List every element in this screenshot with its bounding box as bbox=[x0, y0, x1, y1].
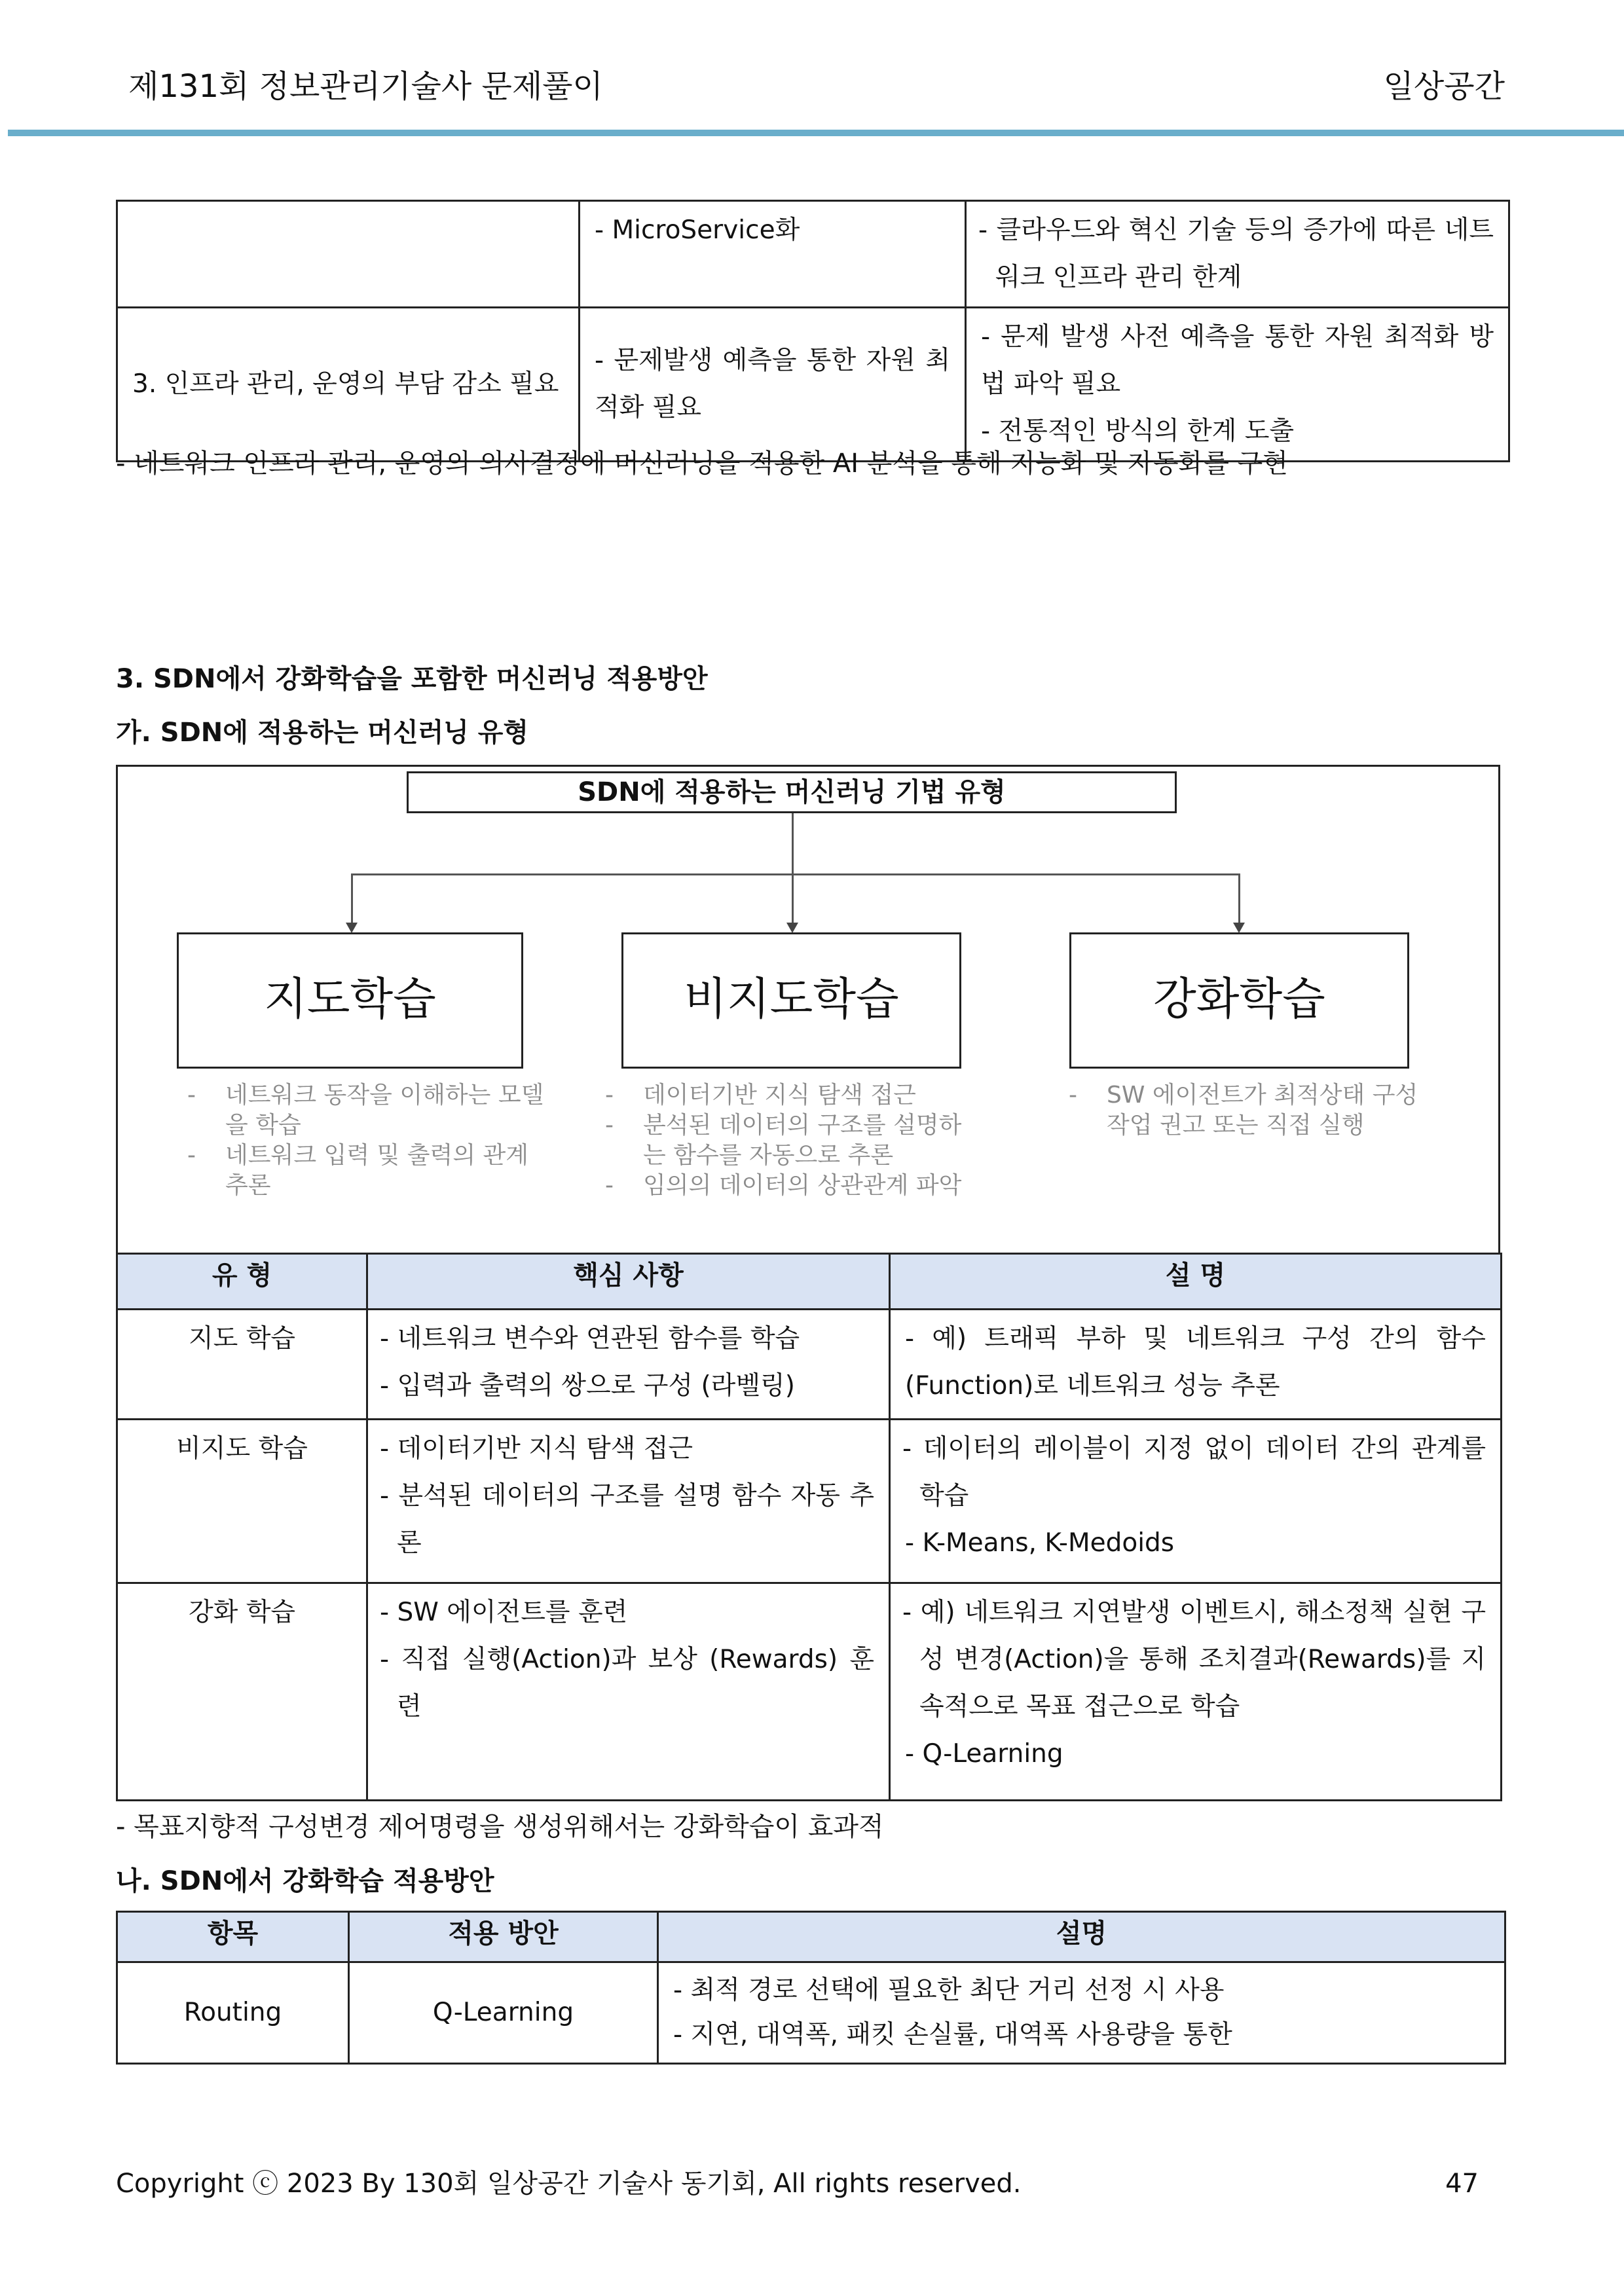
table-row bbox=[117, 1962, 1505, 2064]
column-header: 유 형 bbox=[117, 1254, 367, 1310]
table-header-row bbox=[117, 1912, 1505, 1962]
table-row bbox=[117, 1420, 1502, 1583]
reinforcement-learning-box: 강화학습 bbox=[1069, 932, 1409, 1069]
page-number: 47 bbox=[1445, 2169, 1479, 2199]
page-header-brand: 일상공간 bbox=[1383, 68, 1505, 105]
table-cell: - 클라우드와 혁신 기술 등의 증가에 따른 네트워크 인프라 관리 한계 bbox=[966, 201, 1509, 308]
reinforcement-bullets bbox=[1069, 1080, 1435, 1141]
connector-line bbox=[1238, 873, 1240, 927]
table-cell: Routing bbox=[117, 1962, 349, 2064]
table-cell: - SW 에이전트를 훈련 - 직접 실행(Action)과 보상 (Rewards) 훈련 bbox=[367, 1583, 890, 1801]
subsection-heading-b: 나. SDN에서 강화학습 적용방안 bbox=[116, 1866, 494, 1896]
list-item: - 임의의 데이터의 상관관계 파악 bbox=[605, 1172, 962, 1199]
table-cell: - 데이터의 레이블이 지정 없이 데이터 간의 관계를 학습 - K-Means, K-Medoids bbox=[890, 1420, 1502, 1583]
table-row bbox=[117, 1310, 1502, 1420]
page-header-title: 제131회 정보관리기술사 문제풀이 bbox=[128, 68, 603, 105]
table-cell: 지도 학습 bbox=[117, 1310, 367, 1420]
table-cell: - MicroService화 bbox=[580, 201, 966, 308]
top-table bbox=[116, 200, 1510, 462]
connector-line bbox=[351, 873, 353, 927]
table-cell: - 예) 트래픽 부하 및 네트워크 구성 간의 함수(Function)로 네트워크 성능 추론 bbox=[890, 1310, 1502, 1420]
table-row bbox=[117, 308, 1509, 462]
list-item: - 데이터기반 지식 탐색 접근 bbox=[605, 1082, 916, 1109]
table-cell: 비지도 학습 bbox=[117, 1420, 367, 1583]
table-cell: 강화 학습 bbox=[117, 1583, 367, 1801]
connector-line bbox=[792, 873, 794, 927]
column-header: 핵심 사항 bbox=[367, 1254, 890, 1310]
column-header: 설명 bbox=[658, 1912, 1505, 1962]
table-cell: - 문제 발생 사전 예측을 통한 자원 최적화 방법 파악 필요 - 전통적인 방식의 한계 도출 bbox=[966, 308, 1509, 462]
header-divider bbox=[8, 130, 1624, 136]
unsupervised-bullets bbox=[605, 1080, 972, 1201]
table-cell: - 문제발생 예측을 통한 자원 최적화 필요 bbox=[580, 308, 966, 462]
list-item: - 네트워크 입력 및 출력의 관계 추론 bbox=[187, 1142, 529, 1199]
top-table-note: - 네트워크 인프라 관리, 운영의 의사결정에 머신러닝을 적용한 AI 분석을 통해 지능화 및 자동화를 구현 bbox=[116, 449, 1288, 479]
arrow-down-icon bbox=[346, 923, 358, 933]
unsupervised-learning-box: 비지도학습 bbox=[621, 932, 961, 1069]
list-item: - SW 에이전트가 최적상태 구성 작업 권고 또는 직접 실행 bbox=[1069, 1082, 1418, 1139]
arrow-down-icon bbox=[786, 923, 798, 933]
list-item: - 분석된 데이터의 구조를 설명하는 함수를 자동으로 추론 bbox=[605, 1112, 962, 1169]
footer-copyright: Copyright ⓒ 2023 By 130회 일상공간 기술사 동기회, All rights reserved. bbox=[116, 2169, 1022, 2199]
supervised-learning-box: 지도학습 bbox=[177, 932, 523, 1069]
connector-line bbox=[792, 813, 794, 873]
column-header: 항목 bbox=[117, 1912, 349, 1962]
table-header-row bbox=[117, 1254, 1502, 1310]
table-cell: - 데이터기반 지식 탐색 접근 - 분석된 데이터의 구조를 설명 함수 자동 추론 bbox=[367, 1420, 890, 1583]
rl-apply-table bbox=[116, 1911, 1506, 2065]
ml-type-table bbox=[116, 1253, 1502, 1801]
table-cell: - 네트워크 변수와 연관된 함수를 학습 - 입력과 출력의 쌍으로 구성 (라벨링) bbox=[367, 1310, 890, 1420]
table-row bbox=[117, 201, 1509, 308]
section-heading: 3. SDN에서 강화학습을 포함한 머신러닝 적용방안 bbox=[116, 664, 708, 694]
table-row bbox=[117, 1583, 1502, 1801]
supervised-bullets bbox=[187, 1080, 554, 1201]
diagram-title: SDN에 적용하는 머신러닝 기법 유형 bbox=[407, 771, 1177, 813]
table-cell: 3. 인프라 관리, 운영의 부담 감소 필요 bbox=[117, 308, 580, 462]
table-cell: - 예) 네트워크 지연발생 이벤트시, 해소정책 실현 구성 변경(Action)을 통해 조치결과(Rewards)를 지속적으로 목표 접근으로 학습 - Q-Learning bbox=[890, 1583, 1502, 1801]
table-cell bbox=[117, 201, 580, 308]
list-item: - 네트워크 동작을 이해하는 모델을 학습 bbox=[187, 1082, 544, 1139]
arrow-down-icon bbox=[1233, 923, 1245, 933]
subsection-heading-a: 가. SDN에 적용하는 머신러닝 유형 bbox=[116, 718, 529, 748]
table-cell: Q-Learning bbox=[349, 1962, 658, 2064]
ml-table-note: - 목표지향적 구성변경 제어명령을 생성위해서는 강화학습이 효과적 bbox=[116, 1812, 884, 1842]
column-header: 적용 방안 bbox=[349, 1912, 658, 1962]
column-header: 설 명 bbox=[890, 1254, 1502, 1310]
connector-line bbox=[351, 873, 1240, 875]
table-cell: - 최적 경로 선택에 필요한 최단 거리 선정 시 사용 - 지연, 대역폭, 패킷 손실률, 대역폭 사용량을 통한 bbox=[658, 1962, 1505, 2064]
